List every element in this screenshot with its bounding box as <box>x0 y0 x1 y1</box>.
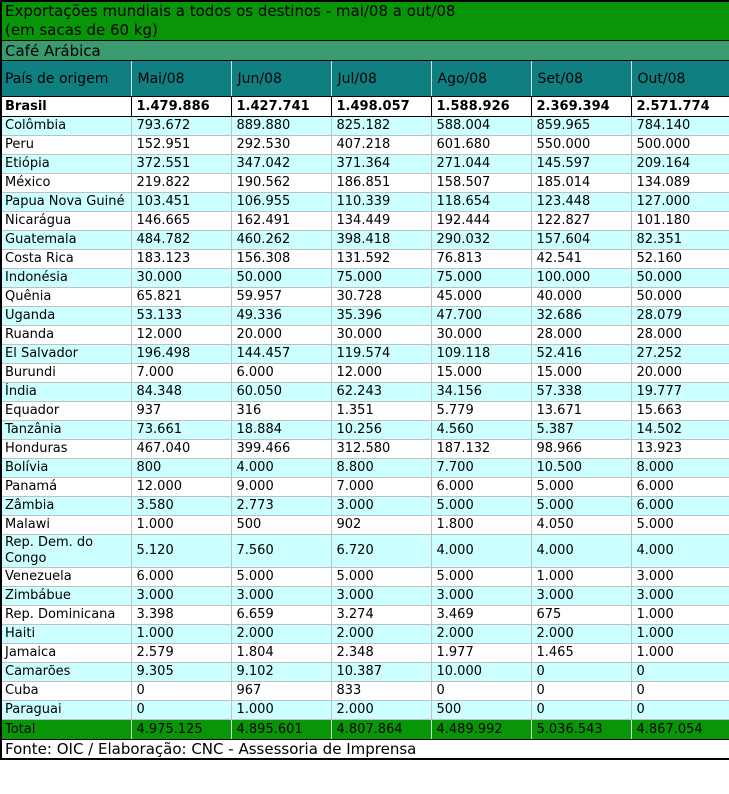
value-cell: 0 <box>531 701 631 720</box>
country-cell: Costa Rica <box>1 250 131 269</box>
value-cell: 10.000 <box>431 663 531 682</box>
value-cell: 123.448 <box>531 193 631 212</box>
value-cell: 65.821 <box>131 288 231 307</box>
report-subtitle: (em sacas de 60 kg) <box>5 21 158 39</box>
value-cell: 30.728 <box>331 288 431 307</box>
value-cell: 0 <box>431 682 531 701</box>
value-cell: 3.000 <box>231 587 331 606</box>
value-cell: 0 <box>631 682 729 701</box>
value-cell: 4.560 <box>431 421 531 440</box>
table-row <box>1 250 729 269</box>
table-row <box>1 364 729 383</box>
value-cell: 13.923 <box>631 440 729 459</box>
value-cell: 3.469 <box>431 606 531 625</box>
country-cell: Jamaica <box>1 644 131 663</box>
value-cell: 156.308 <box>231 250 331 269</box>
value-cell: 3.000 <box>631 587 729 606</box>
column-header: Jun/08 <box>231 61 331 97</box>
value-cell: 859.965 <box>531 117 631 136</box>
value-cell: 10.256 <box>331 421 431 440</box>
value-cell: 9.305 <box>131 663 231 682</box>
value-cell: 5.000 <box>431 497 531 516</box>
table-row <box>1 155 729 174</box>
value-cell: 53.133 <box>131 307 231 326</box>
value-cell: 3.274 <box>331 606 431 625</box>
value-cell: 3.000 <box>531 587 631 606</box>
value-cell: 5.000 <box>431 568 531 587</box>
country-cell: Papua Nova Guiné <box>1 193 131 212</box>
value-cell: 14.502 <box>631 421 729 440</box>
value-cell: 110.339 <box>331 193 431 212</box>
country-cell: Panamá <box>1 478 131 497</box>
value-cell: 190.562 <box>231 174 331 193</box>
value-cell: 2.571.774 <box>631 97 729 117</box>
value-cell: 6.000 <box>431 478 531 497</box>
value-cell: 3.398 <box>131 606 231 625</box>
value-cell: 1.800 <box>431 516 531 535</box>
value-cell: 2.000 <box>531 625 631 644</box>
table-row <box>1 383 729 402</box>
value-cell: 186.851 <box>331 174 431 193</box>
report-title: Exportações mundiais a todos os destinos - mai/08 a out/08 <box>5 2 456 20</box>
country-cell: Brasil <box>1 97 131 117</box>
value-cell: 12.000 <box>331 364 431 383</box>
country-cell: Etiópia <box>1 155 131 174</box>
value-cell: 30.000 <box>331 326 431 345</box>
value-cell: 312.580 <box>331 440 431 459</box>
value-cell: 7.000 <box>331 478 431 497</box>
value-cell: 20.000 <box>231 326 331 345</box>
value-cell: 3.000 <box>431 587 531 606</box>
value-cell: 4.000 <box>431 535 531 568</box>
total-label: Total <box>1 720 131 740</box>
value-cell: 131.592 <box>331 250 431 269</box>
value-cell: 47.700 <box>431 307 531 326</box>
country-cell: Venezuela <box>1 568 131 587</box>
value-cell: 30.000 <box>131 269 231 288</box>
column-header: Out/08 <box>631 61 729 97</box>
table-row <box>1 136 729 155</box>
value-cell: 30.000 <box>431 326 531 345</box>
value-cell: 2.000 <box>331 701 431 720</box>
value-cell: 45.000 <box>431 288 531 307</box>
table-row <box>1 193 729 212</box>
column-header: Mai/08 <box>131 61 231 97</box>
value-cell: 588.004 <box>431 117 531 136</box>
value-cell: 1.977 <box>431 644 531 663</box>
value-cell: 28.079 <box>631 307 729 326</box>
value-cell: 75.000 <box>331 269 431 288</box>
value-cell: 5.779 <box>431 402 531 421</box>
value-cell: 3.000 <box>331 587 431 606</box>
table-row <box>1 269 729 288</box>
value-cell: 500 <box>231 516 331 535</box>
value-cell: 127.000 <box>631 193 729 212</box>
country-cell: Quênia <box>1 288 131 307</box>
value-cell: 784.140 <box>631 117 729 136</box>
country-cell: Cuba <box>1 682 131 701</box>
value-cell: 484.782 <box>131 231 231 250</box>
value-cell: 398.418 <box>331 231 431 250</box>
value-cell: 5.000 <box>631 516 729 535</box>
value-cell: 187.132 <box>431 440 531 459</box>
value-cell: 145.597 <box>531 155 631 174</box>
value-cell: 2.000 <box>231 625 331 644</box>
table-row <box>1 307 729 326</box>
table-row <box>1 421 729 440</box>
total-value-cell: 4.975.125 <box>131 720 231 740</box>
value-cell: 5.000 <box>531 497 631 516</box>
table-body <box>1 97 729 720</box>
country-cell: Guatemala <box>1 231 131 250</box>
value-cell: 4.000 <box>631 535 729 568</box>
table-row <box>1 535 729 568</box>
column-header-row <box>1 61 729 97</box>
value-cell: 13.671 <box>531 402 631 421</box>
table-row <box>1 682 729 701</box>
value-cell: 316 <box>231 402 331 421</box>
value-cell: 1.351 <box>331 402 431 421</box>
table-row <box>1 516 729 535</box>
value-cell: 98.966 <box>531 440 631 459</box>
value-cell: 146.665 <box>131 212 231 231</box>
value-cell: 601.680 <box>431 136 531 155</box>
country-cell: Rep. Dem. do Congo <box>1 535 131 568</box>
value-cell: 12.000 <box>131 326 231 345</box>
value-cell: 6.659 <box>231 606 331 625</box>
value-cell: 122.827 <box>531 212 631 231</box>
value-cell: 6.000 <box>131 568 231 587</box>
total-value-cell: 4.489.992 <box>431 720 531 740</box>
table-row <box>1 231 729 250</box>
value-cell: 1.000 <box>531 568 631 587</box>
value-cell: 372.551 <box>131 155 231 174</box>
value-cell: 27.252 <box>631 345 729 364</box>
value-cell: 825.182 <box>331 117 431 136</box>
value-cell: 889.880 <box>231 117 331 136</box>
value-cell: 0 <box>631 663 729 682</box>
value-cell: 60.050 <box>231 383 331 402</box>
value-cell: 2.000 <box>331 625 431 644</box>
value-cell: 50.000 <box>631 269 729 288</box>
table-row <box>1 587 729 606</box>
value-cell: 50.000 <box>231 269 331 288</box>
table-row <box>1 568 729 587</box>
country-cell: Peru <box>1 136 131 155</box>
country-cell: Ruanda <box>1 326 131 345</box>
value-cell: 290.032 <box>431 231 531 250</box>
column-header: Ago/08 <box>431 61 531 97</box>
value-cell: 49.336 <box>231 307 331 326</box>
table-row <box>1 440 729 459</box>
value-cell: 109.118 <box>431 345 531 364</box>
value-cell: 1.498.057 <box>331 97 431 117</box>
table-row <box>1 174 729 193</box>
value-cell: 183.123 <box>131 250 231 269</box>
value-cell: 5.120 <box>131 535 231 568</box>
value-cell: 162.491 <box>231 212 331 231</box>
country-cell: Malawi <box>1 516 131 535</box>
table-row <box>1 606 729 625</box>
value-cell: 7.560 <box>231 535 331 568</box>
total-value-cell: 5.036.543 <box>531 720 631 740</box>
column-header: Jul/08 <box>331 61 431 97</box>
country-cell: Equador <box>1 402 131 421</box>
value-cell: 407.218 <box>331 136 431 155</box>
value-cell: 19.777 <box>631 383 729 402</box>
value-cell: 118.654 <box>431 193 531 212</box>
table-row <box>1 402 729 421</box>
value-cell: 196.498 <box>131 345 231 364</box>
value-cell: 134.449 <box>331 212 431 231</box>
value-cell: 10.500 <box>531 459 631 478</box>
value-cell: 73.661 <box>131 421 231 440</box>
table-row <box>1 288 729 307</box>
value-cell: 347.042 <box>231 155 331 174</box>
table-row <box>1 117 729 136</box>
value-cell: 4.050 <box>531 516 631 535</box>
value-cell: 1.000 <box>631 625 729 644</box>
value-cell: 209.164 <box>631 155 729 174</box>
value-cell: 20.000 <box>631 364 729 383</box>
value-cell: 0 <box>131 682 231 701</box>
value-cell: 2.773 <box>231 497 331 516</box>
value-cell: 6.000 <box>631 478 729 497</box>
value-cell: 101.180 <box>631 212 729 231</box>
value-cell: 0 <box>531 682 631 701</box>
value-cell: 6.720 <box>331 535 431 568</box>
value-cell: 4.000 <box>531 535 631 568</box>
value-cell: 1.000 <box>631 644 729 663</box>
value-cell: 1.000 <box>131 625 231 644</box>
value-cell: 144.457 <box>231 345 331 364</box>
value-cell: 7.700 <box>431 459 531 478</box>
value-cell: 42.541 <box>531 250 631 269</box>
value-cell: 15.000 <box>531 364 631 383</box>
value-cell: 185.014 <box>531 174 631 193</box>
country-cell: Nicarágua <box>1 212 131 231</box>
country-cell: Paraguai <box>1 701 131 720</box>
value-cell: 84.348 <box>131 383 231 402</box>
value-cell: 12.000 <box>131 478 231 497</box>
total-value-cell: 4.807.864 <box>331 720 431 740</box>
value-cell: 157.604 <box>531 231 631 250</box>
report-title-cell <box>1 1 729 41</box>
country-cell: El Salvador <box>1 345 131 364</box>
value-cell: 793.672 <box>131 117 231 136</box>
value-cell: 399.466 <box>231 440 331 459</box>
total-value-cell: 4.895.601 <box>231 720 331 740</box>
table-row <box>1 644 729 663</box>
value-cell: 833 <box>331 682 431 701</box>
value-cell: 59.957 <box>231 288 331 307</box>
value-cell: 460.262 <box>231 231 331 250</box>
value-cell: 937 <box>131 402 231 421</box>
country-cell: México <box>1 174 131 193</box>
value-cell: 2.000 <box>431 625 531 644</box>
value-cell: 5.387 <box>531 421 631 440</box>
value-cell: 8.000 <box>631 459 729 478</box>
value-cell: 800 <box>131 459 231 478</box>
value-cell: 3.580 <box>131 497 231 516</box>
value-cell: 5.000 <box>331 568 431 587</box>
value-cell: 158.507 <box>431 174 531 193</box>
value-cell: 1.000 <box>631 606 729 625</box>
value-cell: 15.663 <box>631 402 729 421</box>
country-cell: Tanzânia <box>1 421 131 440</box>
value-cell: 2.369.394 <box>531 97 631 117</box>
value-cell: 152.951 <box>131 136 231 155</box>
value-cell: 2.348 <box>331 644 431 663</box>
value-cell: 75.000 <box>431 269 531 288</box>
total-row <box>1 720 729 740</box>
value-cell: 500.000 <box>631 136 729 155</box>
value-cell: 192.444 <box>431 212 531 231</box>
value-cell: 675 <box>531 606 631 625</box>
value-cell: 82.351 <box>631 231 729 250</box>
country-cell: Indonésia <box>1 269 131 288</box>
value-cell: 28.000 <box>631 326 729 345</box>
value-cell: 9.000 <box>231 478 331 497</box>
value-cell: 76.813 <box>431 250 531 269</box>
country-cell: Bolívia <box>1 459 131 478</box>
value-cell: 34.156 <box>431 383 531 402</box>
country-cell: Zâmbia <box>1 497 131 516</box>
country-cell: Haiti <box>1 625 131 644</box>
value-cell: 3.000 <box>131 587 231 606</box>
country-cell: Rep. Dominicana <box>1 606 131 625</box>
value-cell: 18.884 <box>231 421 331 440</box>
value-cell: 550.000 <box>531 136 631 155</box>
value-cell: 500 <box>431 701 531 720</box>
table-row <box>1 345 729 364</box>
value-cell: 100.000 <box>531 269 631 288</box>
value-cell: 2.579 <box>131 644 231 663</box>
value-cell: 5.000 <box>231 568 331 587</box>
value-cell: 1.000 <box>131 516 231 535</box>
table-row <box>1 459 729 478</box>
country-cell: Uganda <box>1 307 131 326</box>
value-cell: 1.465 <box>531 644 631 663</box>
value-cell: 52.416 <box>531 345 631 364</box>
value-cell: 4.000 <box>231 459 331 478</box>
value-cell: 28.000 <box>531 326 631 345</box>
value-cell: 134.089 <box>631 174 729 193</box>
country-cell: Colômbia <box>1 117 131 136</box>
value-cell: 0 <box>531 663 631 682</box>
value-cell: 8.800 <box>331 459 431 478</box>
value-cell: 35.396 <box>331 307 431 326</box>
column-header: País de origem <box>1 61 131 97</box>
country-cell: Camarões <box>1 663 131 682</box>
table-row <box>1 326 729 345</box>
value-cell: 292.530 <box>231 136 331 155</box>
value-cell: 1.588.926 <box>431 97 531 117</box>
table-row <box>1 663 729 682</box>
value-cell: 32.686 <box>531 307 631 326</box>
value-cell: 967 <box>231 682 331 701</box>
value-cell: 10.387 <box>331 663 431 682</box>
value-cell: 1.000 <box>231 701 331 720</box>
value-cell: 219.822 <box>131 174 231 193</box>
value-cell: 1.804 <box>231 644 331 663</box>
value-cell: 271.044 <box>431 155 531 174</box>
country-cell: Burundi <box>1 364 131 383</box>
value-cell: 3.000 <box>331 497 431 516</box>
value-cell: 6.000 <box>231 364 331 383</box>
column-header: Set/08 <box>531 61 631 97</box>
value-cell: 62.243 <box>331 383 431 402</box>
value-cell: 467.040 <box>131 440 231 459</box>
table-row <box>1 478 729 497</box>
table-row <box>1 701 729 720</box>
value-cell: 371.364 <box>331 155 431 174</box>
country-cell: Zimbábue <box>1 587 131 606</box>
value-cell: 50.000 <box>631 288 729 307</box>
value-cell: 3.000 <box>631 568 729 587</box>
value-cell: 52.160 <box>631 250 729 269</box>
section-label: Café Arábica <box>1 41 729 61</box>
country-cell: Índia <box>1 383 131 402</box>
value-cell: 119.574 <box>331 345 431 364</box>
total-value-cell: 4.867.054 <box>631 720 729 740</box>
value-cell: 1.479.886 <box>131 97 231 117</box>
value-cell: 106.955 <box>231 193 331 212</box>
table-row <box>1 625 729 644</box>
value-cell: 0 <box>631 701 729 720</box>
table-row <box>1 497 729 516</box>
value-cell: 57.338 <box>531 383 631 402</box>
country-cell: Honduras <box>1 440 131 459</box>
table-row <box>1 212 729 231</box>
value-cell: 6.000 <box>631 497 729 516</box>
value-cell: 0 <box>131 701 231 720</box>
value-cell: 15.000 <box>431 364 531 383</box>
value-cell: 40.000 <box>531 288 631 307</box>
value-cell: 902 <box>331 516 431 535</box>
table-row <box>1 97 729 117</box>
value-cell: 7.000 <box>131 364 231 383</box>
source-note: Fonte: OIC / Elaboração: CNC - Assessoria de Imprensa <box>1 740 729 760</box>
value-cell: 103.451 <box>131 193 231 212</box>
value-cell: 1.427.741 <box>231 97 331 117</box>
value-cell: 5.000 <box>531 478 631 497</box>
value-cell: 9.102 <box>231 663 331 682</box>
